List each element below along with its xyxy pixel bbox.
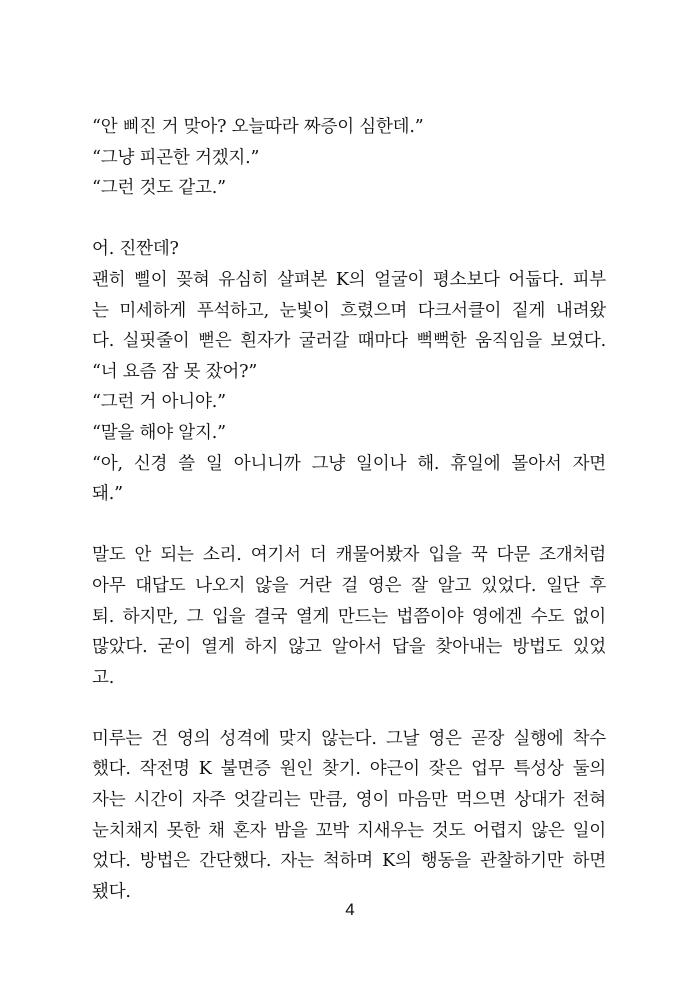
- text-line: 어. 진짠데?: [92, 239, 179, 260]
- text-line: 었다. 방법은 간단했다. 자는 척하며 K의 행동을 관찰하기만 하면: [92, 851, 606, 872]
- text-line: 는 미세하게 푸석하고, 눈빛이 흐렸으며 다크서클이 짙게 내려왔: [92, 300, 606, 321]
- dialogue-line: “그냥 피곤한 거겠지.”: [92, 147, 260, 168]
- paragraph-gap: [92, 693, 606, 724]
- text-line: 퇴. 하지만, 그 입을 결국 열게 만드는 법쯤이야 영에겐 수도 없이: [92, 606, 606, 627]
- dialogue-line: “그런 것도 같고.”: [92, 178, 226, 199]
- dialogue-line: “너 요즘 잠 못 잤어?”: [92, 361, 258, 382]
- dialogue-line: “그런 거 아니야.”: [92, 392, 226, 413]
- text-line: 했다. 작전명 K 불면증 원인 찾기. 야근이 잦은 업무 특성상 둘의: [92, 759, 606, 780]
- text-line: 고.: [92, 667, 115, 688]
- text-line: 아무 대답도 나오지 않을 거란 걸 영은 잘 알고 있었다. 일단 후: [92, 575, 606, 596]
- text-line: 됐다.: [92, 881, 131, 902]
- document-body: [92, 112, 606, 907]
- text-line: 다. 실핏줄이 뻗은 흰자가 굴러갈 때마다 뻑뻑한 움직임을 보였다.: [92, 331, 606, 352]
- text-line: 괜히 삘이 꽂혀 유심히 살펴본 K의 얼굴이 평소보다 어둡다. 피부: [92, 269, 606, 290]
- dialogue-line: 돼.”: [92, 484, 123, 505]
- dialogue-line: “아, 신경 쓸 일 아니니까 그냥 일이나 해. 휴일에 몰아서 자면: [92, 453, 606, 474]
- paragraph-gap: [92, 510, 606, 541]
- text-line: 많았다. 굳이 열게 하지 않고 알아서 답을 찾아내는 방법도 있었: [92, 637, 606, 658]
- paragraph-gap: [92, 204, 606, 235]
- text-line: 자는 시간이 자주 엇갈리는 만큼, 영이 마음만 먹으면 상대가 전혀: [92, 790, 606, 811]
- text-line: 눈치채지 못한 채 혼자 밤을 꼬박 지새우는 것도 어렵지 않은 일이: [92, 820, 606, 841]
- dialogue-line: “말을 해야 알지.”: [92, 422, 226, 443]
- text-line: 미루는 건 영의 성격에 맞지 않는다. 그날 영은 곧장 실행에 착수: [92, 728, 606, 749]
- dialogue-line: “안 삐진 거 맞아? 오늘따라 짜증이 심한데.”: [92, 117, 424, 137]
- text-line: 말도 안 되는 소리. 여기서 더 캐물어봤자 입을 꾹 다문 조개처럼: [92, 545, 606, 566]
- page-number: 4: [345, 900, 355, 919]
